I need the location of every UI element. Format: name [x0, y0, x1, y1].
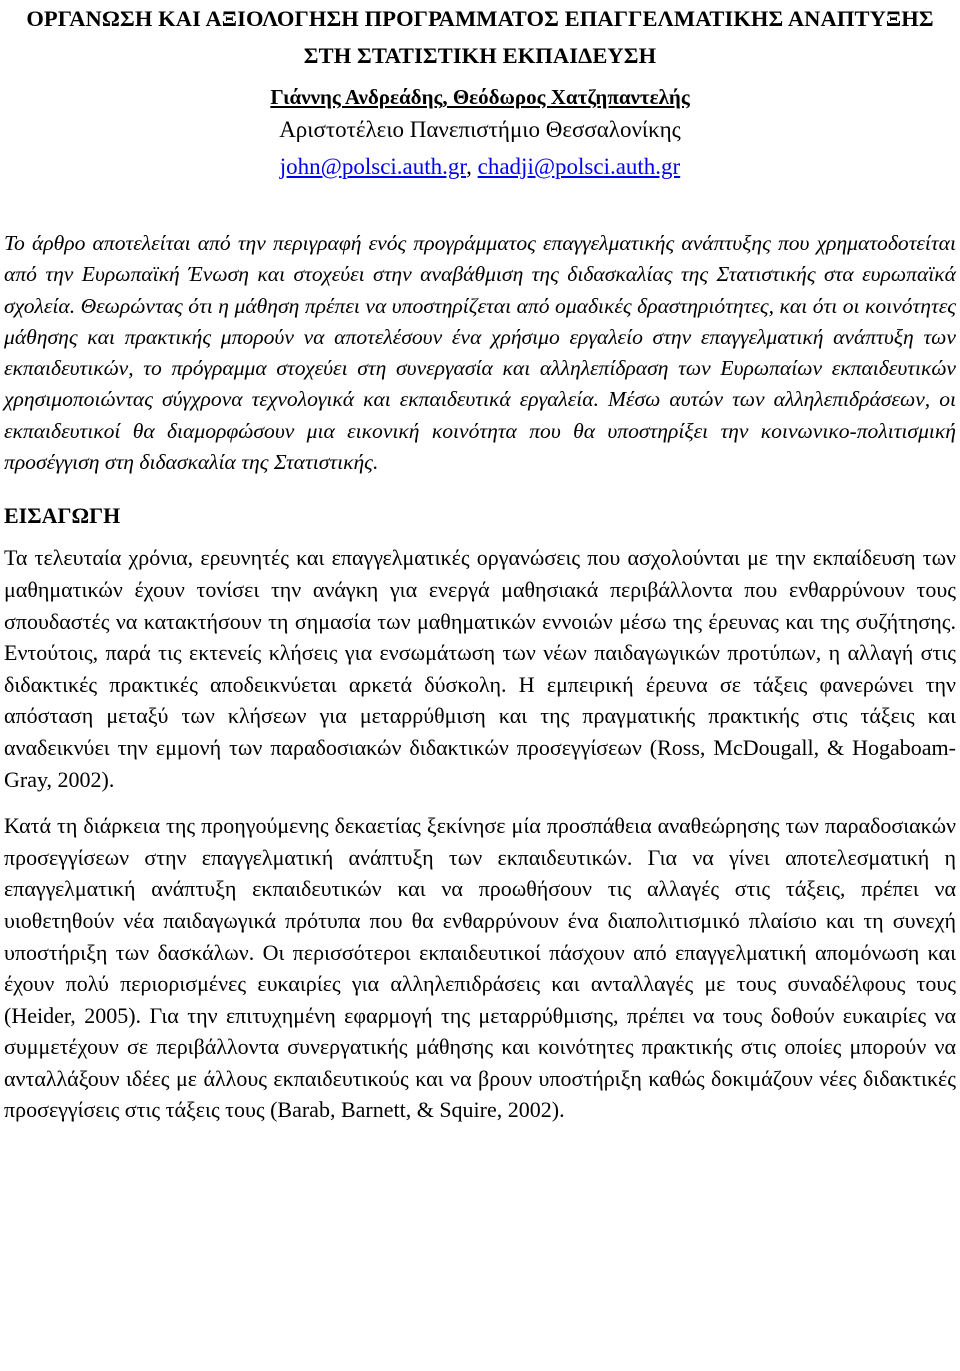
- body-paragraph-1: Τα τελευταία χρόνια, ερευνητές και επαγγελματικές οργανώσεις που ασχολούνται με την εκπαίδευση των μαθηματικών έχουν τονίσει την ανάγκη για ενεργά μαθησιακά περιβάλλοντα που ενθαρρύνουν τους σπουδαστές να κατακτήσουν τη σημασία των μαθηματικών εννοιών μέσω της έρευνας και της συζήτησης. Εντούτοις, παρά τις εκτενείς κλήσεις για ενσωμάτωση των νέων παιδαγωγικών προτύπων, η αλλαγή στις διδακτικές πρακτικές αποδεικνύεται αρκετά δύσκολη. Η εμπειρική έρευνα σε τάξεις φανερώνει την απόσταση μεταξύ των κλήσεων για μεταρρύθμιση και της πραγματικής πρακτικής στις τάξεις και αναδεικνύει την εμμονή των παραδοσιακών διδακτικών προσεγγίσεων (Ross, McDougall, & Hogaboam-Gray, 2002).: [4, 545, 956, 792]
- author-emails: [4, 150, 956, 184]
- email-separator: ,: [466, 154, 478, 179]
- email-link-2[interactable]: chadji@polsci.auth.gr: [477, 154, 681, 179]
- abstract-text: Το άρθρο αποτελείται από την περιγραφή ενός προγράμματος επαγγελματικής ανάπτυξης που χρηματοδοτείται από την Ευρωπαϊκή Ένωση και στοχεύει στην αναβάθμιση της διδασκαλίας της Στατιστικής στα ευρωπαϊκά σχολεία. Θεωρώντας ότι η μάθηση πρέπει να υποστηρίζεται από ομαδικές δραστηριότητες, και ότι οι κοινότητες μάθησης και πρακτικής μπορούν να αποτελέσουν ένα χρήσιμο εργαλείο στην επαγγελματική ανάπτυξη των εκπαιδευτικών, το πρόγραμμα στοχεύει στη συνεργασία και αλληλεπίδραση των Ευρωπαίων εκπαιδευτικών χρησιμοποιώντας σύγχρονα τεχνολογικά και εκπαιδευτικά εργαλεία. Μέσω αυτών των αλληλεπιδράσεων, οι εκπαιδευτικοί θα διαμορφώσουν μια εικονική κοινότητα που θα υποστηρίξει την κοινωνικο-πολιτισμική προσέγγιση στη διδασκαλία της Στατιστικής.: [4, 231, 956, 475]
- paper-affiliation: Αριστοτέλειο Πανεπιστήμιο Θεσσαλονίκης: [279, 117, 681, 142]
- email-link-1[interactable]: john@polsci.auth.gr: [279, 154, 467, 179]
- paper-authors: Γιάννης Ανδρεάδης, Θεόδωρος Χατζηπαντελής: [270, 85, 690, 109]
- section-heading-introduction: ΕΙΣΑΓΩΓΗ: [4, 503, 121, 529]
- body-paragraph-2: Κατά τη διάρκεια της προηγούμενης δεκαετίας ξεκίνησε μία προσπάθεια αναθεώρησης των παραδοσιακών προσεγγίσεων στην επαγγελματική ανάπτυξη των εκπαιδευτικών. Για να γίνει αποτελεσματική η επαγγελματική ανάπτυξη εκπαιδευτικών και να προωθήσουν τις αλλαγές στις τάξεις, πρέπει να υιοθετηθούν νέα παιδαγωγικά πρότυπα που θα ενθαρρύνουν ένα διαπολιτισμικό πλαίσιο και τη συνεχή υποστήριξη των δασκάλων. Οι περισσότεροι εκπαιδευτικοί πάσχουν από επαγγελματική απομόνωση και έχουν πολύ περιορισμένες ευκαιρίες για αλληλεπιδράσεις και ανταλλαγές με τους συναδέλφους τους (Heider, 2005). Για την επιτυχημένη εφαρμογή της μεταρρύθμισης, πρέπει να τους δοθούν ευκαιρίες να συμμετέχουν σε περιβάλλοντα συνεργατικής μάθησης και κοινότητες πρακτικής στις οποίες μπορούν να ανταλλάξουν ιδέες με άλλους εκπαιδευτικούς και να βρουν υποστήριξη καθώς δοκιμάζουν νέες διδακτικές προσεγγίσεις στις τάξεις τους (Barab, Barnett, & Squire, 2002).: [4, 813, 956, 1123]
- paper-title: ΟΡΓΑΝΩΣΗ ΚΑΙ ΑΞΙΟΛΟΓΗΣΗ ΠΡΟΓΡΑΜΜΑΤΟΣ ΕΠΑΓΓΕΛΜΑΤΙΚΗΣ ΑΝΑΠΤΥΞΗΣ ΣΤΗ ΣΤΑΤΙΣΤΙΚΗ ΕΚΠΑΙΔΕΥΣΗ: [26, 6, 934, 68]
